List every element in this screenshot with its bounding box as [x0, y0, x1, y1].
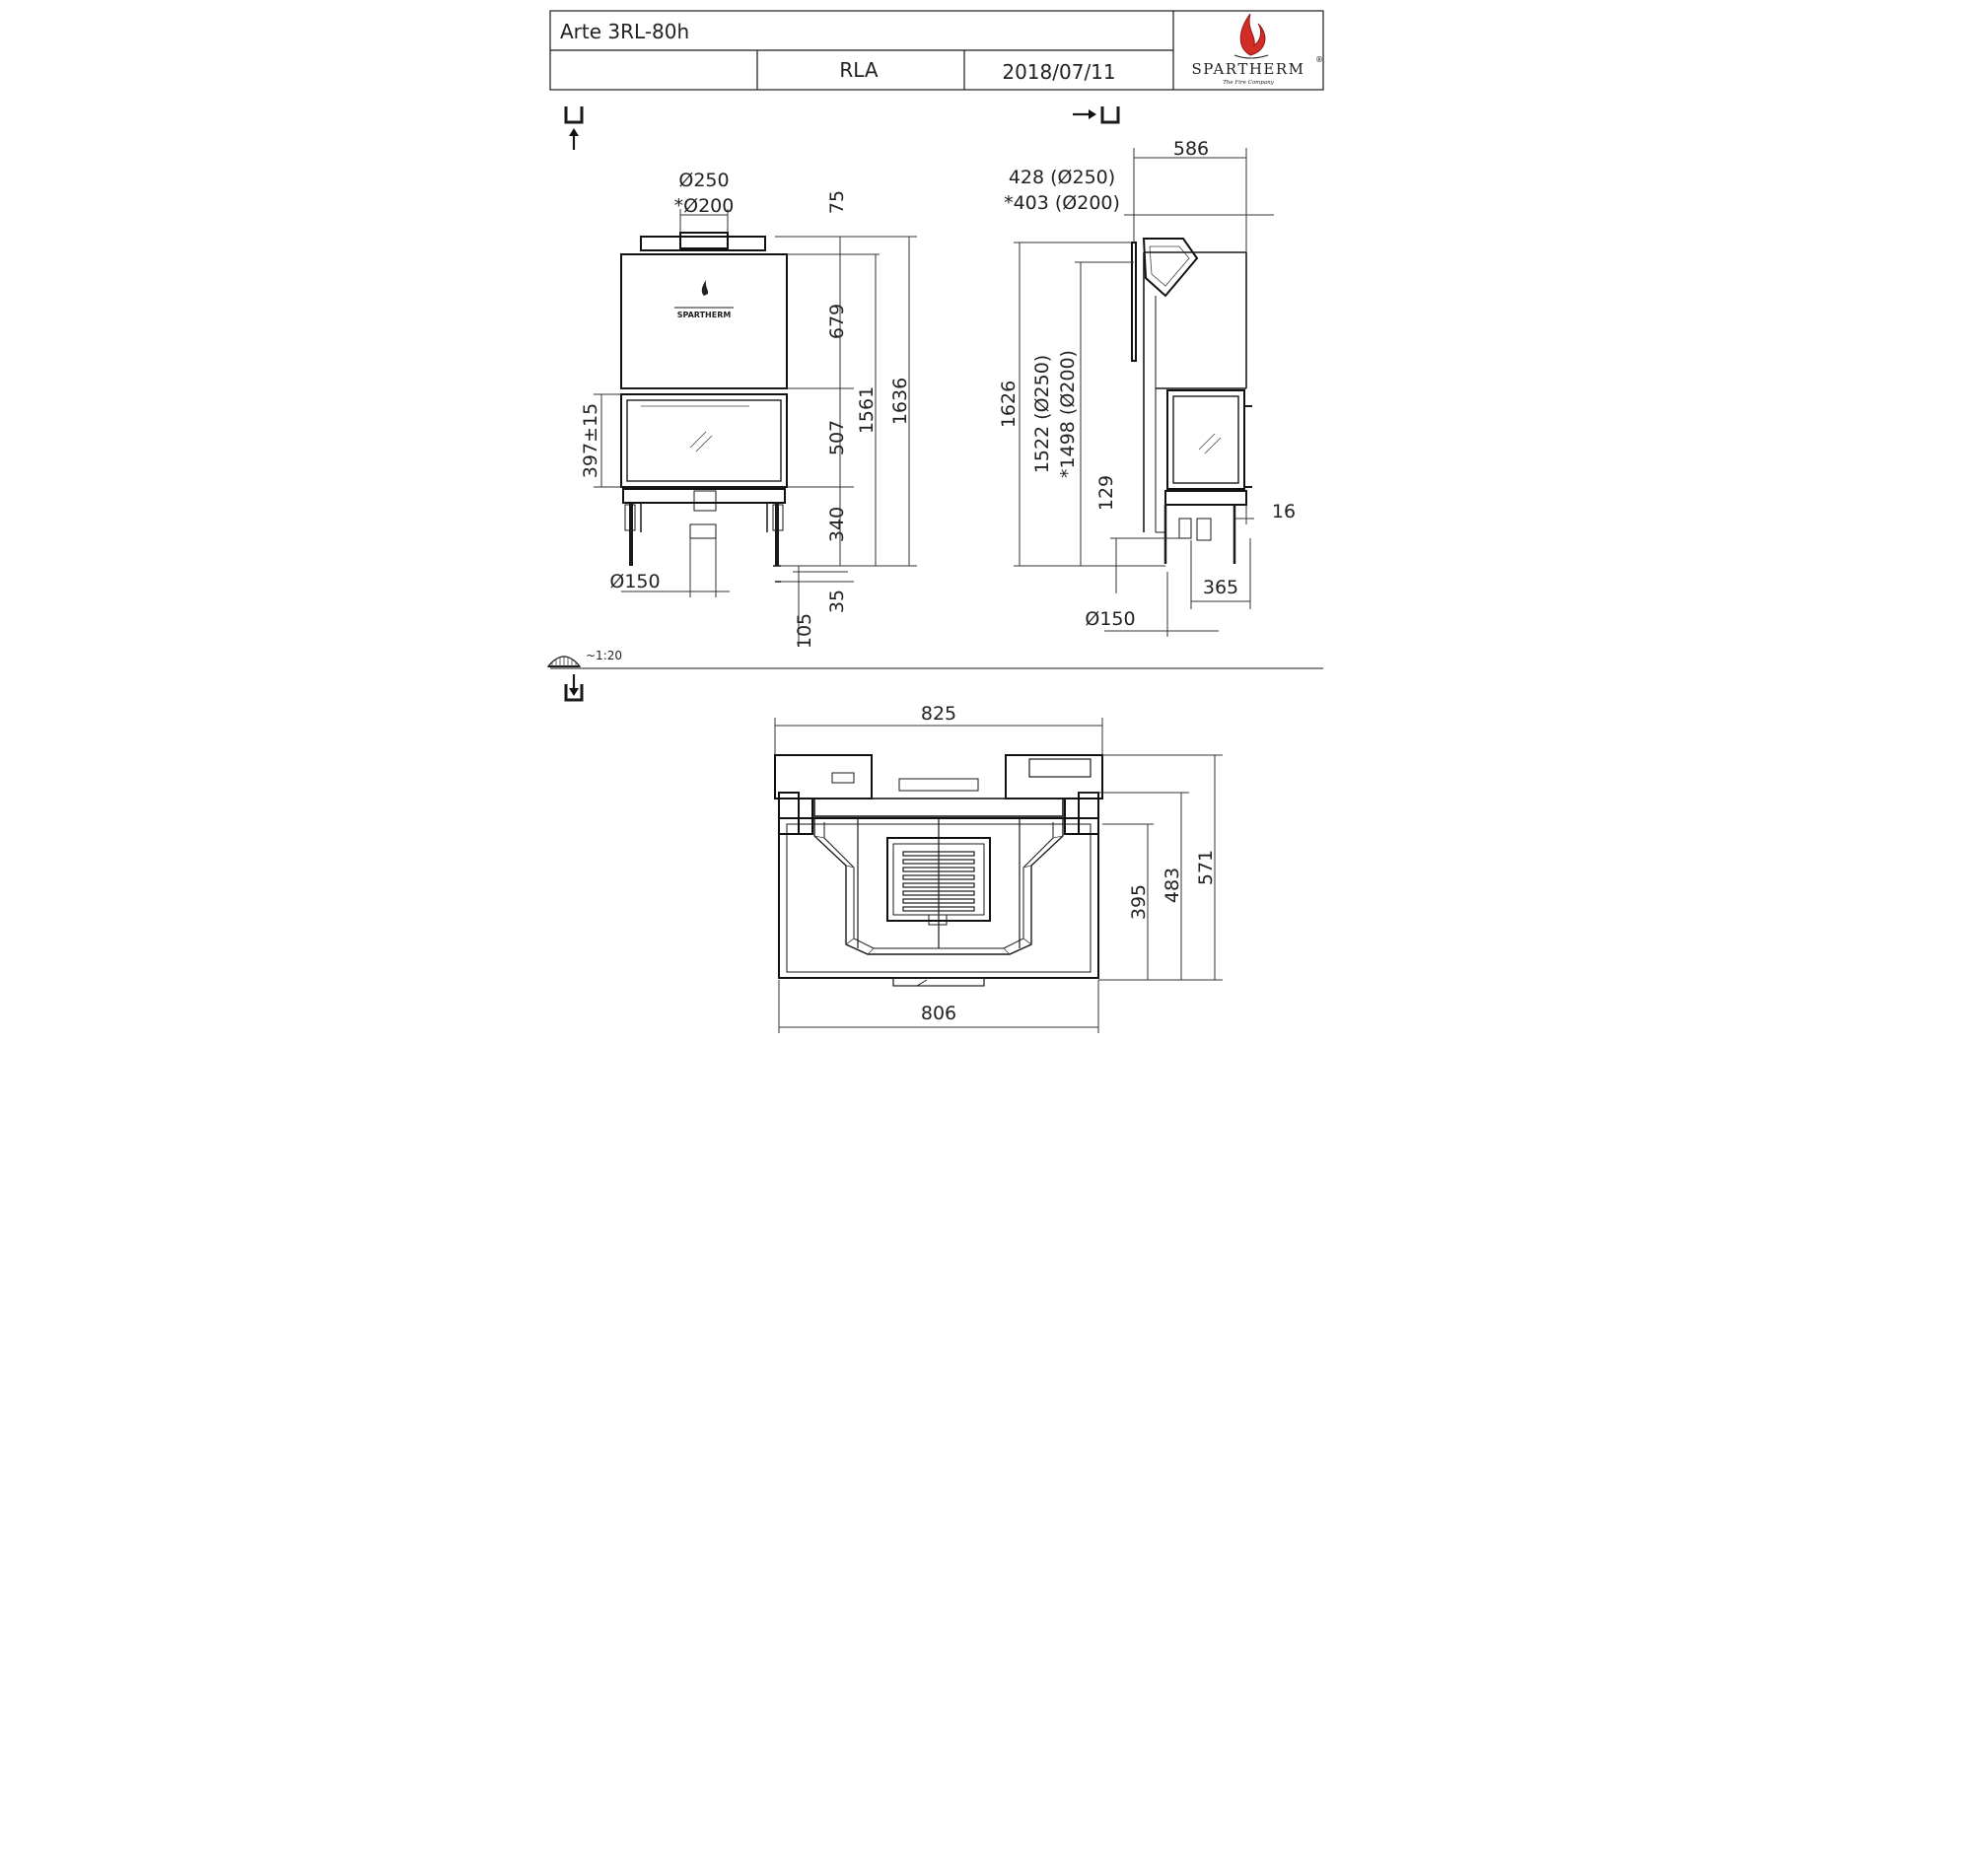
top-dim-571: 571 [1195, 849, 1217, 886]
flame-icon [1240, 14, 1265, 55]
side-view [998, 138, 1296, 637]
side-dim-428: 428 (Ø250) [1008, 167, 1116, 188]
drawing-code: RLA [839, 58, 879, 82]
side-dim-403: *403 (Ø200) [1004, 192, 1120, 214]
front-dim-1561: 1561 [856, 385, 878, 435]
front-view [580, 170, 917, 649]
top-dim-483: 483 [1162, 867, 1183, 904]
brand-tagline: The Fire Company [1223, 80, 1274, 86]
side-dim-586: 586 [1172, 138, 1210, 160]
front-dim-397: 397±15 [580, 402, 601, 479]
front-dim-air-150: Ø150 [609, 571, 661, 592]
side-dim-1522: 1522 (Ø250) [1031, 354, 1053, 474]
side-dim-1626: 1626 [998, 380, 1020, 429]
top-dim-806: 806 [920, 1003, 957, 1024]
top-view [775, 703, 1223, 1033]
front-dim-35: 35 [826, 589, 848, 614]
scale-label: ~1:20 [586, 649, 623, 662]
front-dim-flue-200: *Ø200 [673, 195, 735, 217]
side-view-symbol [1073, 106, 1118, 122]
side-dim-1498: *1498 (Ø200) [1057, 350, 1079, 478]
side-dim-air-150: Ø150 [1085, 608, 1136, 630]
model-name: Arte 3RL-80h [560, 20, 690, 43]
hood-logo [674, 280, 734, 319]
front-dim-flue-250: Ø250 [678, 170, 730, 191]
side-dim-129: 129 [1095, 474, 1117, 512]
front-dim-507: 507 [826, 419, 848, 456]
top-dim-395: 395 [1128, 883, 1150, 921]
title-block [550, 11, 1323, 90]
side-dim-16: 16 [1271, 501, 1297, 522]
top-view-symbol [566, 674, 582, 700]
hood-logo-text: SPARTHERM [676, 311, 732, 319]
front-dim-340: 340 [826, 506, 848, 543]
brand-name: SPARTHERM [1191, 60, 1305, 78]
front-dim-75: 75 [826, 189, 848, 215]
front-view-symbol [566, 106, 582, 150]
scale-ruler-icon [548, 656, 580, 666]
drawing-date: 2018/07/11 [1002, 60, 1116, 84]
spartherm-logo [1191, 14, 1323, 86]
brand-registered-mark: ® [1315, 55, 1323, 64]
side-dim-365: 365 [1202, 577, 1239, 598]
front-dim-105: 105 [794, 612, 815, 650]
front-dim-1636: 1636 [889, 377, 911, 426]
front-dim-679: 679 [826, 303, 848, 340]
top-dim-825: 825 [920, 703, 957, 725]
